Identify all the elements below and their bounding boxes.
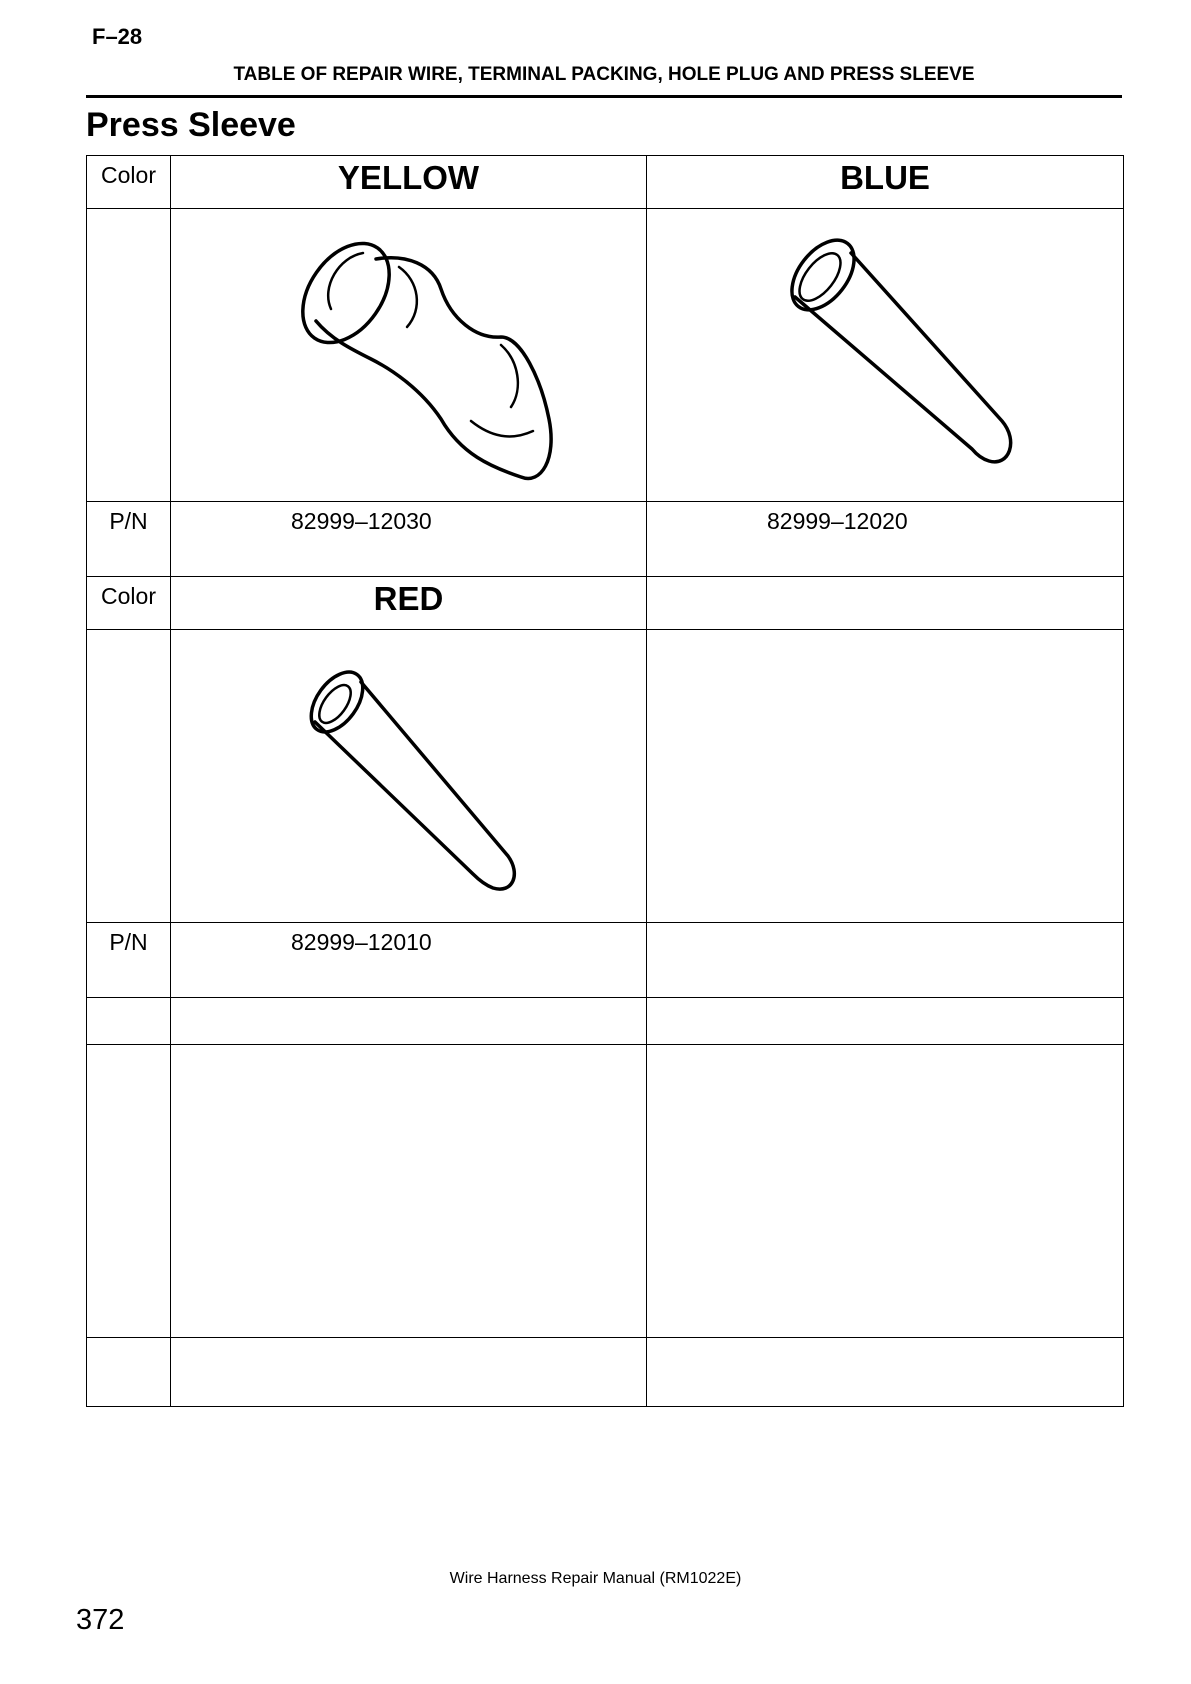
- section-id: F–28: [92, 24, 143, 49]
- section-title: Press Sleeve: [86, 106, 296, 144]
- empty-cell: [87, 630, 171, 923]
- table-row: [87, 209, 1124, 502]
- empty-cell: [87, 1338, 171, 1407]
- straight-sleeve-icon: [171, 630, 647, 922]
- color-name-blue: BLUE: [647, 156, 1124, 209]
- image-cell-red: [171, 630, 647, 923]
- pn-label: P/N: [87, 502, 171, 577]
- empty-cell: [87, 998, 171, 1045]
- press-sleeve-table: [86, 155, 1124, 1407]
- empty-cell: [647, 998, 1124, 1045]
- empty-cell: [647, 1338, 1124, 1407]
- empty-cell: [647, 1045, 1124, 1338]
- table-row: [87, 1338, 1124, 1407]
- color-name-red: RED: [171, 577, 647, 630]
- color-label: Color: [87, 156, 171, 209]
- straight-sleeve-icon: [647, 209, 1124, 501]
- empty-cell: [171, 998, 647, 1045]
- empty-cell: [647, 923, 1124, 998]
- part-number-yellow: 82999–12030: [171, 502, 647, 577]
- page-number: 372: [76, 1604, 125, 1636]
- empty-cell: [87, 1045, 171, 1338]
- manual-title: Wire Harness Repair Manual (RM1022E): [449, 1570, 742, 1587]
- heading-divider: [86, 95, 1122, 98]
- flared-sleeve-icon: [171, 209, 647, 501]
- page-heading: TABLE OF REPAIR WIRE, TERMINAL PACKING, HOLE PLUG AND PRESS SLEEVE: [233, 64, 975, 85]
- table-row: [87, 502, 1124, 577]
- empty-cell: [647, 577, 1124, 630]
- table-row: [87, 923, 1124, 998]
- color-name-yellow: YELLOW: [171, 156, 647, 209]
- image-cell-blue: [647, 209, 1124, 502]
- table-row: [87, 630, 1124, 923]
- part-number-red: 82999–12010: [171, 923, 647, 998]
- table-row: [87, 156, 1124, 209]
- empty-cell: [171, 1045, 647, 1338]
- empty-cell: [87, 209, 171, 502]
- empty-cell: [171, 1338, 647, 1407]
- image-cell-yellow: [171, 209, 647, 502]
- table-row: [87, 998, 1124, 1045]
- table-row: [87, 1045, 1124, 1338]
- table-row: [87, 577, 1124, 630]
- color-label: Color: [87, 577, 171, 630]
- empty-cell: [647, 630, 1124, 923]
- part-number-blue: 82999–12020: [647, 502, 1124, 577]
- pn-label: P/N: [87, 923, 171, 998]
